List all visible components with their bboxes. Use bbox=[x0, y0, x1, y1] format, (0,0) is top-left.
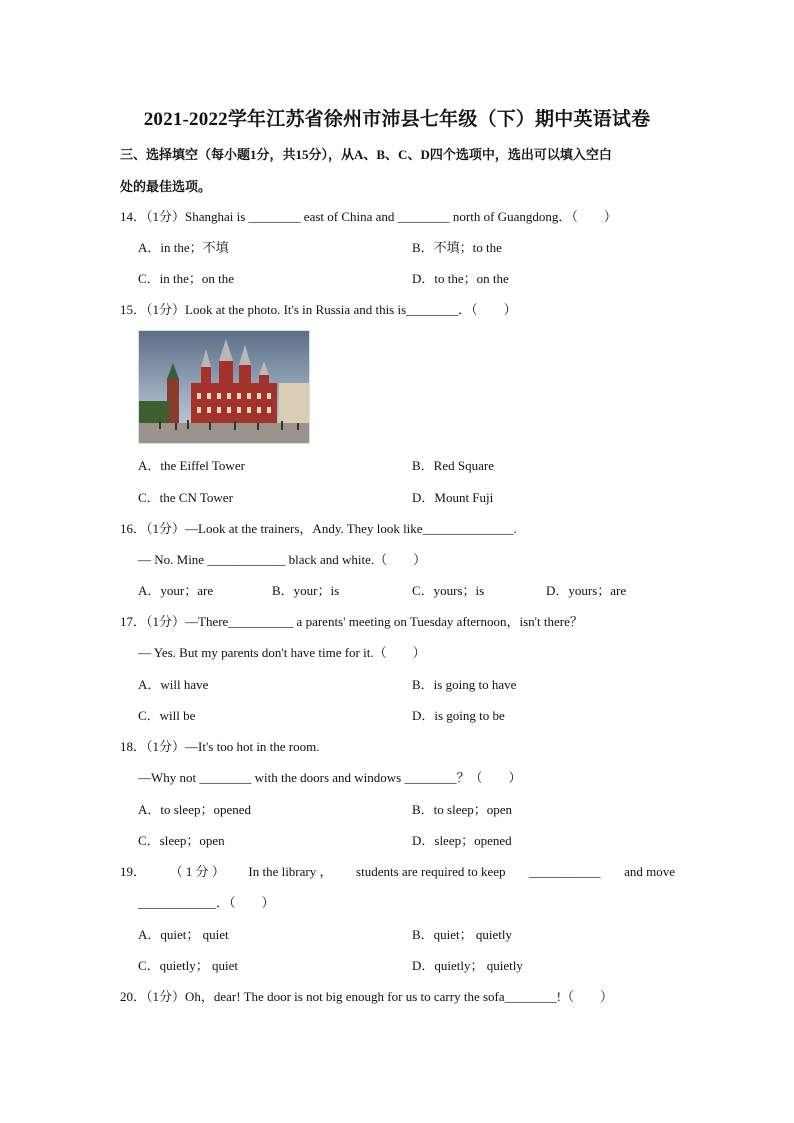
question-19-text-part2: students are required to keep bbox=[356, 864, 506, 879]
question-16-stem-reply: — No. Mine ____________ black and white.（ ） bbox=[138, 552, 427, 567]
question-18-option-d: D．sleep；opened bbox=[412, 833, 512, 848]
question-18-option-a: A．to sleep；opened bbox=[138, 802, 252, 817]
question-19-option-c: C．quietly； quiet bbox=[138, 958, 239, 973]
question-14-option-d: D．to the；on the bbox=[412, 271, 509, 286]
question-19-number: 19． bbox=[120, 864, 147, 879]
question-18-option-b: B．to sleep；open bbox=[412, 802, 513, 817]
page-title: 2021-2022学年江苏省徐州市沛县七年级（下）期中英语试卷 bbox=[143, 109, 651, 130]
question-17-option-b: B．is going to have bbox=[412, 677, 517, 692]
question-17-stem-reply: — Yes. But my parents don't have time for it.（ ） bbox=[138, 645, 426, 660]
question-16-option-c: C．yours；is bbox=[412, 583, 485, 598]
question-14-stem: 14．（1分）Shanghai is ________ east of China and ________ north of Guangdong．（ ） bbox=[120, 209, 617, 224]
question-19-text-part1: In the library ， bbox=[248, 864, 333, 879]
question-14-option-c: C．in the；on the bbox=[138, 271, 235, 286]
question-16-option-b: B．your；is bbox=[272, 583, 340, 598]
question-19-option-d: D．quietly； quietly bbox=[412, 958, 523, 973]
question-16-option-a: A．your；are bbox=[138, 583, 214, 598]
red-square-photo bbox=[138, 330, 310, 444]
section-instruction-line1: 三、选择填空（每小题1分，共15分），从A、B、C、D四个选项中，选出可以填入空白 bbox=[120, 147, 612, 162]
question-19-stem bbox=[120, 863, 675, 881]
question-15-option-b: B．Red Square bbox=[412, 458, 494, 473]
question-16-stem: 16．（1分）—Look at the trainers，Andy. They look like______________. bbox=[120, 521, 517, 536]
question-15-option-c: C．the CN Tower bbox=[138, 490, 233, 505]
question-14-option-b: B．不填；to the bbox=[412, 240, 502, 255]
question-19-blank-1: ___________ bbox=[529, 864, 601, 879]
question-18-stem: 18．（1分）—It's too hot in the room. bbox=[120, 739, 320, 754]
question-19-option-a: A．quiet； quiet bbox=[138, 927, 229, 942]
question-17-stem: 17．（1分）—There__________ a parents' meeting on Tuesday afternoon，isn't there？ bbox=[120, 614, 583, 629]
question-20-stem: 20．（1分）Oh，dear! The door is not big enough for us to carry the sofa________!（ ） bbox=[120, 989, 613, 1004]
question-15-option-d: D．Mount Fuji bbox=[412, 490, 494, 505]
question-19-score: （ 1 分 ） bbox=[169, 864, 225, 879]
question-19-option-b: B．quiet； quietly bbox=[412, 927, 513, 942]
question-15-option-a: A．the Eiffel Tower bbox=[138, 458, 245, 473]
question-14-option-a: A．in the；不填 bbox=[138, 240, 229, 255]
red-square-image bbox=[139, 331, 309, 443]
section-instruction-line2: 处的最佳选项。 bbox=[120, 179, 212, 194]
question-19-stem-continuation: ____________．（ ） bbox=[138, 895, 275, 910]
question-18-stem-reply: —Why not ________ with the doors and windows ________？（ ） bbox=[138, 770, 522, 785]
question-17-option-c: C．will be bbox=[138, 708, 196, 723]
question-18-option-c: C．sleep；open bbox=[138, 833, 225, 848]
question-17-option-a: A．will have bbox=[138, 677, 209, 692]
question-15-stem: 15．（1分）Look at the photo. It's in Russia and this is________．（ ） bbox=[120, 302, 517, 317]
question-17-option-d: D．is going to be bbox=[412, 708, 505, 723]
question-19-text-part3: and move bbox=[624, 864, 675, 879]
question-16-option-d: D．yours；are bbox=[546, 583, 627, 598]
